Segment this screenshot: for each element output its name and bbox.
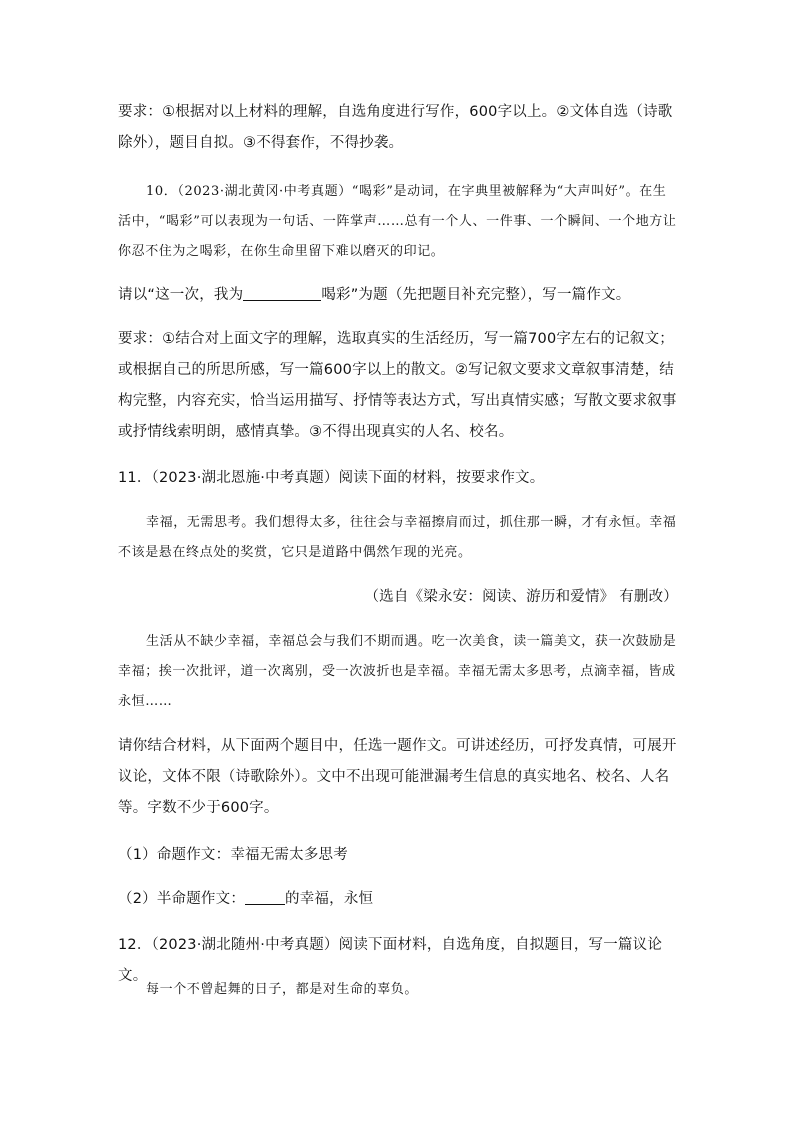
q11-task-text: 请你结合材料，从下面两个题目中，任选一题作文。可讲述经历，可抒发真情，可展开议论，文体不限（诗歌除外）。文中不出现可能泄漏考生信息的真实地名、校名、人名等。字数不少于600字。 — [118, 738, 677, 816]
q11-option-2 — [118, 884, 678, 915]
q10-prompt — [118, 280, 678, 311]
q11-material-1 — [118, 508, 678, 568]
title-blank-line — [243, 284, 321, 301]
title-blank-line — [245, 888, 285, 905]
q11-source — [118, 582, 678, 613]
q11-option-2-before: （2）半命题作文： — [118, 891, 246, 907]
q11-material-2 — [118, 627, 678, 717]
q11-option-1-text: （1）命题作文：幸福无需太多思考 — [118, 847, 348, 863]
q11-task — [118, 731, 678, 824]
q11-material-2-text: 生活从不缺少幸福，幸福总会与我们不期而遇。吃一次美食，读一篇美文，获一次鼓励是幸福；挨一次批评，道一次离别，受一次波折也是幸福。幸福无需太多思考，点滴幸福，皆成永恒…… — [118, 634, 677, 709]
q9-requirements — [118, 97, 678, 159]
q11-source-text: （选自《梁永安：阅读、游历和爱情》 有删改） — [364, 589, 678, 605]
q12-material-text: 每一个不曾起舞的日子，都是对生命的辜负。 — [146, 982, 419, 997]
q12-heading-text: 12．（2023·湖北随州·中考真题）阅读下面材料，自选角度，自拟题目，写一篇议论文。 — [118, 937, 663, 984]
q11-option-2-after: 的幸福，永恒 — [285, 891, 374, 907]
q10-material-text: 10．（2023·湖北黄冈·中考真题）“喝彩”是动词，在字典里被解释为“大声叫好”。在生活中，“喝彩”可以表现为一句话、一阵掌声……总有一个人、一件事、一个瞬间、一个地方让你忍不住为之喝彩，在你生命里留下难以磨灭的印记。 — [118, 184, 677, 259]
q11-option-1 — [118, 840, 678, 871]
q10-requirements — [118, 324, 678, 448]
q11-material-1-text: 幸福，无需思考。我们想得太多，往往会与幸福擦肩而过，抓住那一瞬，才有永恒。幸福不该是悬在终点处的奖赏，它只是道路中偶然乍现的光亮。 — [118, 515, 677, 560]
q11-heading-text: 11．（2023·湖北恩施·中考真题）阅读下面的材料，按要求作文。 — [118, 470, 545, 486]
q10-prompt-before: 请以“这一次，我为 — [118, 287, 244, 303]
q11-heading — [118, 463, 678, 494]
q10-prompt-after: 喝彩”为题（先把题目补充完整），写一篇作文。 — [321, 287, 631, 303]
q10-requirements-text: 要求：①结合对上面文字的理解，选取真实的生活经历，写一篇700字左右的记叙文；或根据自己的所思所感，写一篇600字以上的散文。②写记叙文要求文章叙事清楚，结构完整，内容充实，恰当运用描写、抒情等表达方式，写出真情实感；写散文要求叙事或抒情线索明朗，感情真挚。③不得出现真实的人名、校名。 — [118, 331, 677, 440]
q10-material — [118, 177, 678, 267]
q9-requirements-text: 要求：①根据对以上材料的理解，自选角度进行写作，600字以上。②文体自选（诗歌除外），题目自拟。③不得套作，不得抄袭。 — [118, 104, 673, 151]
q12-material — [118, 975, 678, 1005]
